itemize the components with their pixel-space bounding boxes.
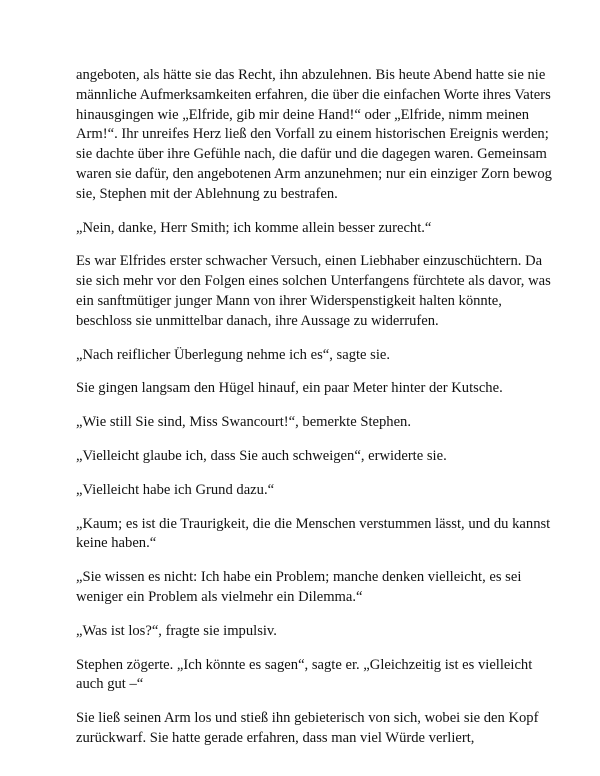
body-text xyxy=(76,66,556,763)
paragraph: „Nein, danke, Herr Smith; ich komme allein besser zurecht.“ xyxy=(76,219,432,236)
paragraph: „Was ist los?“, fragte sie impulsiv. xyxy=(76,622,277,639)
paragraph: Sie gingen langsam den Hügel hinauf, ein paar Meter hinter der Kutsche. xyxy=(76,380,503,397)
paragraph: „Nach reiflicher Überlegung nehme ich es“, sagte sie. xyxy=(76,346,391,363)
paragraph: „Vielleicht glaube ich, dass Sie auch schweigen“, erwiderte sie. xyxy=(76,447,447,464)
paragraph: angeboten, als hätte sie das Recht, ihn abzulehnen. Bis heute Abend hatte sie nie männliche Aufmerksamkeiten erfahren, die über die einfachen Worte ihres Vaters hinausgingen wie „Elfride, gib mir deine Hand!“ oder „Elfride, nimm meinen Arm!“. Ihr unreifes Herz ließ den Vorfall zu einem historischen Ereignis werden; sie dachte über ihre Gefühle nach, die dafür und die dagegen waren. Gemeinsam waren sie dafür, den angebotenen Arm anzunehmen; nur ein einziger Zorn bewog sie, Stephen mit der Ablehnung zu bestrafen. xyxy=(76,67,552,202)
paragraph: Stephen zögerte. „Ich könnte es sagen“, sagte er. „Gleichzeitig ist es vielleicht auch gut –“ xyxy=(76,656,533,693)
paragraph: „Kaum; es ist die Traurigkeit, die die Menschen verstummen lässt, und du kannst keine haben.“ xyxy=(76,515,551,552)
paragraph: „Sie wissen es nicht: Ich habe ein Problem; manche denken vielleicht, es sei weniger ein Problem als vielmehr ein Dilemma.“ xyxy=(76,569,522,605)
paragraph: Sie ließ seinen Arm los und stieß ihn gebieterisch von sich, wobei sie den Kopf zurückwarf. Sie hatte gerade erfahren, dass man viel Würde verliert, xyxy=(76,710,539,746)
paragraph: „Vielleicht habe ich Grund dazu.“ xyxy=(76,481,275,498)
paragraph: Es war Elfrides erster schwacher Versuch, einen Liebhaber einzuschüchtern. Da sie sich mehr vor den Folgen eines solchen Unterfangens fürchtete als davor, was ein sanftmütiger junger Mann von ihrer Widerspenstigkeit halten könnte, beschloss sie unmittelbar danach, ihre Aussage zu widerrufen. xyxy=(76,253,551,329)
paragraph: „Wie still Sie sind, Miss Swancourt!“, bemerkte Stephen. xyxy=(76,414,412,431)
